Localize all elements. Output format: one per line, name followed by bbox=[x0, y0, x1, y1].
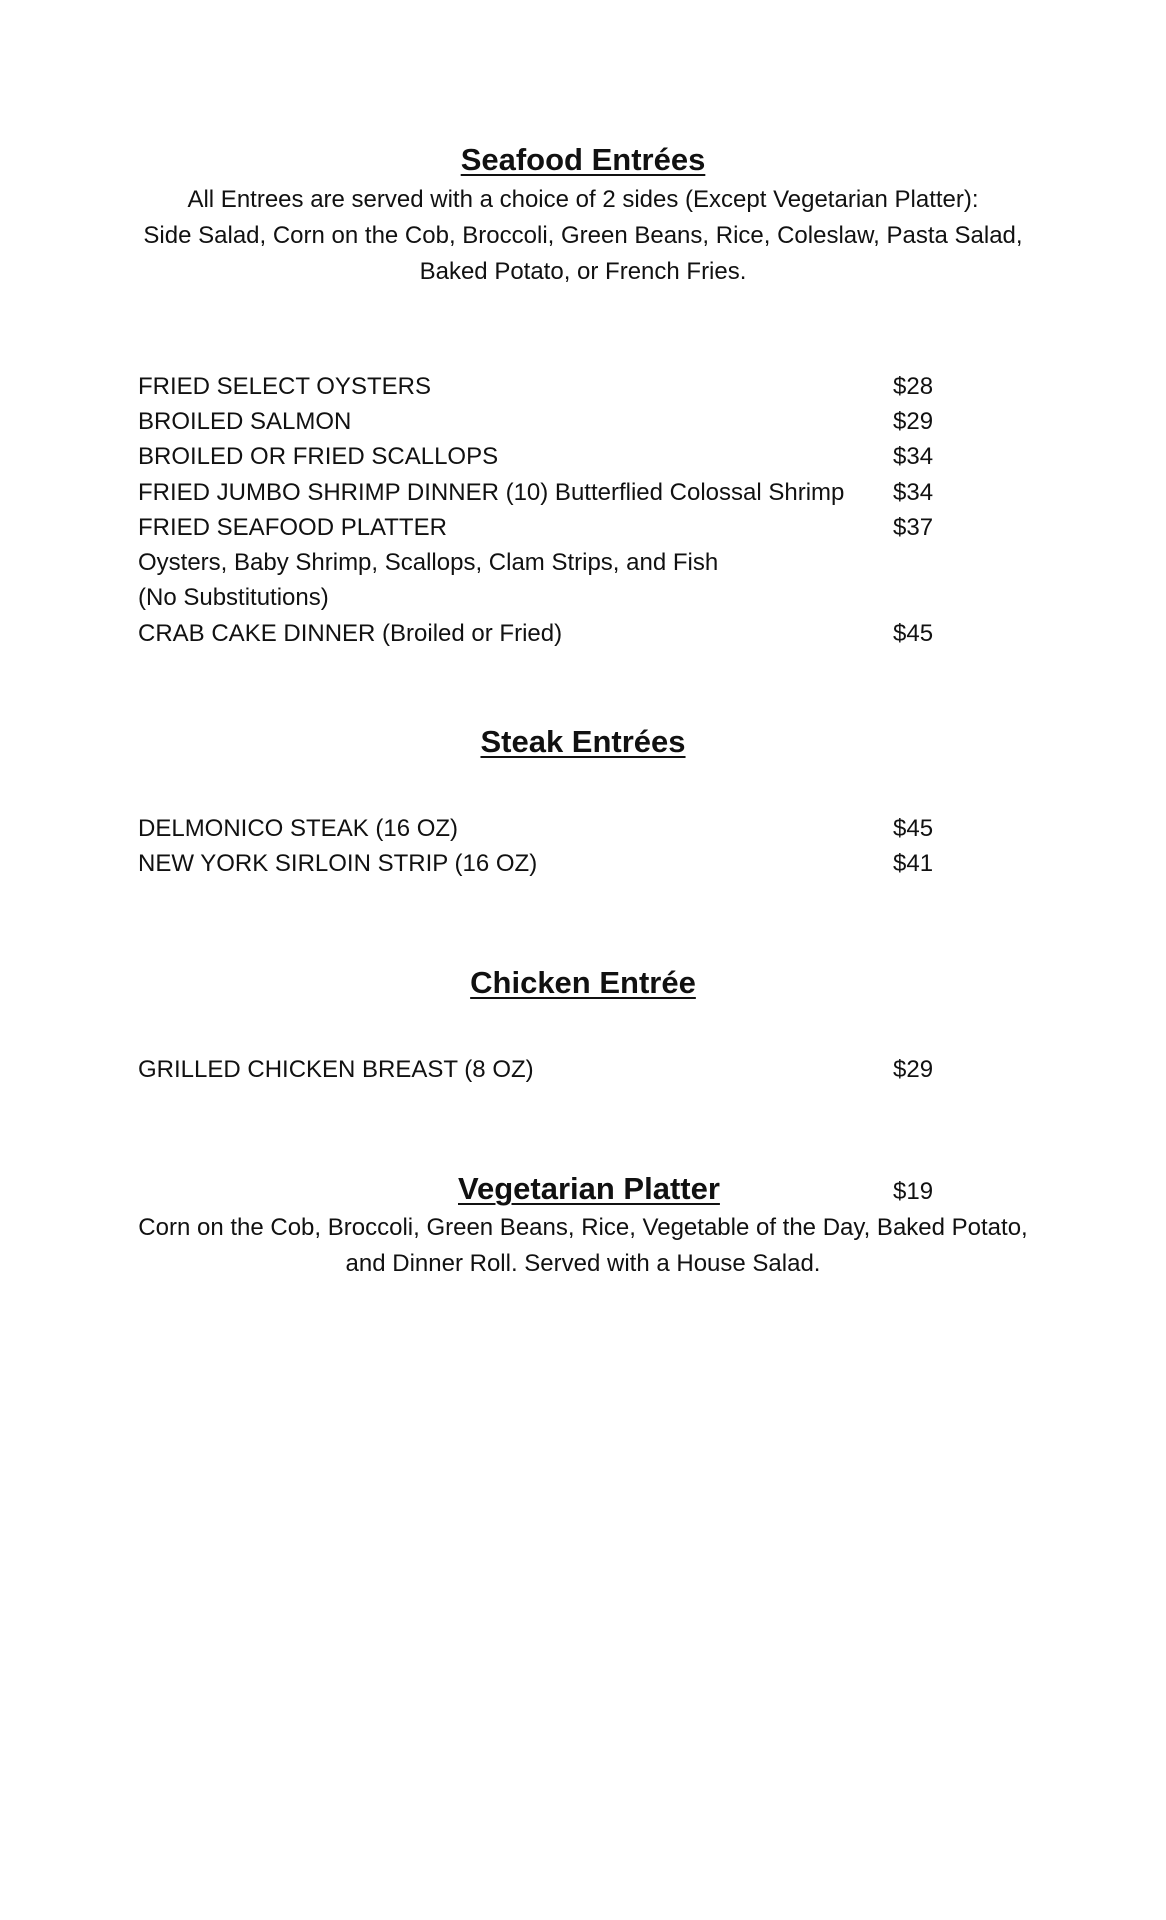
steak-heading: Steak Entrées bbox=[480, 724, 686, 759]
menu-item-name: FRIED SEAFOOD PLATTER bbox=[138, 514, 447, 541]
menu-item-price: $34 bbox=[893, 443, 934, 470]
menu-item-name: NEW YORK SIRLOIN STRIP (16 OZ) bbox=[138, 850, 538, 877]
menu-item-price: $29 bbox=[893, 1056, 934, 1083]
menu-item-name: BROILED OR FRIED SCALLOPS bbox=[138, 443, 499, 470]
menu-item-price: $28 bbox=[893, 373, 934, 400]
vegetarian-price: $19 bbox=[893, 1178, 934, 1205]
menu-item-name: DELMONICO STEAK (16 OZ) bbox=[138, 815, 459, 842]
sides-intro-line-2: Side Salad, Corn on the Cob, Broccoli, Green Beans, Rice, Coleslaw, Pasta Salad, bbox=[143, 222, 1023, 249]
menu-item-price: $45 bbox=[893, 620, 934, 647]
menu-item-price: $34 bbox=[893, 479, 934, 506]
vegetarian-heading: Vegetarian Platter bbox=[458, 1171, 720, 1206]
vegetarian-description-line-1: Corn on the Cob, Broccoli, Green Beans, Rice, Vegetable of the Day, Baked Potato, bbox=[138, 1214, 1028, 1241]
platter-description-line-1: Oysters, Baby Shrimp, Scallops, Clam Strips, and Fish bbox=[138, 549, 719, 576]
sides-intro-line-3: Baked Potato, or French Fries. bbox=[419, 258, 747, 285]
vegetarian-description-line-2: and Dinner Roll. Served with a House Salad. bbox=[345, 1250, 821, 1277]
menu-item-name: FRIED SELECT OYSTERS bbox=[138, 373, 431, 400]
menu-item-name: BROILED SALMON bbox=[138, 408, 352, 435]
menu-item-name: GRILLED CHICKEN BREAST (8 OZ) bbox=[138, 1056, 534, 1083]
seafood-heading: Seafood Entrées bbox=[460, 142, 706, 177]
menu-item-name: CRAB CAKE DINNER (Broiled or Fried) bbox=[138, 620, 563, 647]
menu-item-price: $29 bbox=[893, 408, 934, 435]
sides-intro-line-1: All Entrees are served with a choice of 2 sides (Except Vegetarian Platter): bbox=[187, 186, 979, 213]
chicken-heading: Chicken Entrée bbox=[470, 965, 696, 1000]
platter-description-line-2: (No Substitutions) bbox=[138, 584, 329, 611]
menu-item-name: FRIED JUMBO SHRIMP DINNER (10) Butterflied Colossal Shrimp bbox=[138, 479, 845, 506]
menu-item-price: $45 bbox=[893, 815, 934, 842]
menu-item-price: $37 bbox=[893, 514, 934, 541]
menu-item-price: $41 bbox=[893, 850, 934, 877]
